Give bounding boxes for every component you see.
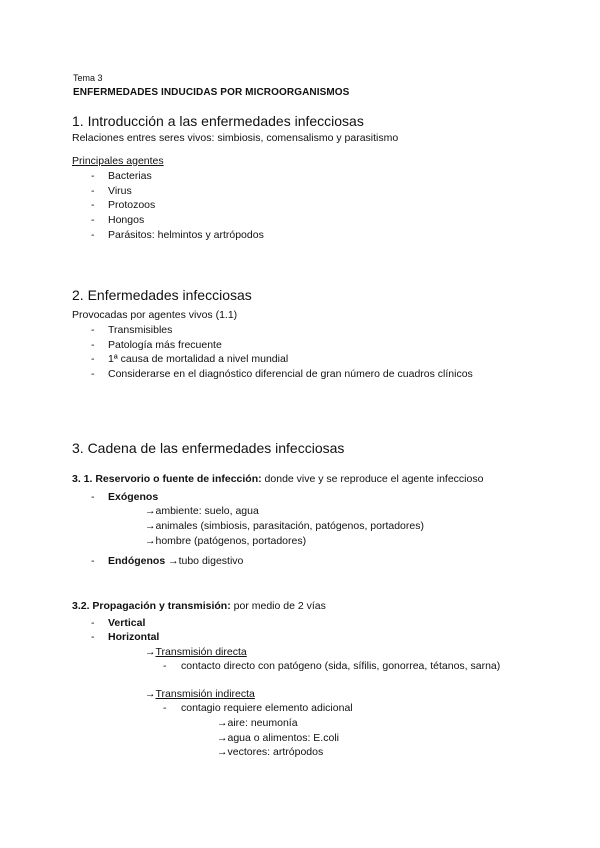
transmision-directa	[145, 646, 247, 658]
bullet-dash: -	[91, 631, 95, 643]
list-item: Transmisibles	[108, 324, 173, 336]
subsection-3-1	[72, 473, 483, 485]
tema-label: Tema 3	[73, 73, 103, 83]
indirecta-sub-item: →vectores: artrópodos	[217, 746, 324, 758]
endogenos-label: Endógenos	[108, 555, 166, 567]
subsection-3-2	[72, 600, 326, 612]
list-item: Virus	[108, 185, 132, 197]
section-2-heading: 2. Enfermedades infecciosas	[72, 287, 252, 303]
bullet-dash: -	[91, 170, 95, 182]
bullet-dash: -	[91, 214, 95, 226]
vertical-label: Vertical	[108, 617, 146, 629]
section-1-heading: 1. Introducción a las enfermedades infecciosas	[72, 113, 364, 129]
bullet-dash: -	[91, 229, 95, 241]
bullet-dash: -	[91, 353, 95, 365]
section-2-intro: Provocadas por agentes vivos (1.1)	[72, 309, 238, 321]
exogenos-item: →ambiente: suelo, agua	[145, 505, 259, 517]
bullet-dash: -	[91, 339, 95, 351]
exogenos-item: →hombre (patógenos, portadores)	[145, 535, 307, 547]
list-item: Considerarse en el diagnóstico diferencial de gran número de cuadros clínicos	[108, 368, 473, 380]
bullet-dash: -	[91, 368, 95, 380]
arrow: →	[145, 688, 156, 700]
list-item: 1ª causa de mortalidad a nivel mundial	[108, 353, 289, 365]
bullet-dash: -	[91, 617, 95, 629]
directa-item: contacto directo con patógeno (sida, sífilis, gonorrea, tétanos, sarna)	[181, 660, 501, 672]
transmision-indirecta-label: Transmisión indirecta	[155, 688, 255, 700]
subsection-3-2-label: 3.2. Propagación y transmisión:	[72, 600, 231, 612]
list-item: Protozoos	[108, 199, 156, 211]
list-item: Patología más frecuente	[108, 339, 222, 351]
exogenos-item: →animales (simbiosis, parasitación, patógenos, portadores)	[145, 520, 424, 532]
arrow: →	[145, 646, 156, 658]
section-3-heading: 3. Cadena de las enfermedades infecciosas	[72, 440, 345, 456]
bullet-dash: -	[91, 324, 95, 336]
exogenos-label: Exógenos	[108, 491, 159, 503]
bullet-dash: -	[91, 199, 95, 211]
indirecta-sub-item: →aire: neumonía	[217, 717, 298, 729]
endogenos-text: →tubo digestivo	[165, 555, 244, 567]
indirecta-item: contagio requiere elemento adicional	[181, 702, 353, 714]
section-1-subheading: Principales agentes	[72, 155, 164, 167]
bullet-dash: -	[91, 185, 95, 197]
bullet-dash: -	[163, 660, 167, 672]
list-item: Hongos	[108, 214, 145, 226]
list-item: Bacterias	[108, 170, 152, 182]
bullet-dash: -	[91, 555, 95, 567]
horizontal-label: Horizontal	[108, 631, 160, 643]
subsection-3-1-label: 3. 1. Reservorio o fuente de infección:	[72, 473, 262, 485]
endogenos-line	[108, 555, 243, 567]
bullet-dash: -	[163, 702, 167, 714]
indirecta-sub-item: →agua o alimentos: E.coli	[217, 732, 339, 744]
bullet-dash: -	[91, 491, 95, 503]
transmision-directa-label: Transmisión directa	[155, 646, 247, 658]
subsection-3-2-text: por medio de 2 vías	[230, 600, 326, 612]
subsection-3-1-text: donde vive y se reproduce el agente infeccioso	[261, 473, 484, 485]
list-item: Parásitos: helmintos y artrópodos	[108, 229, 264, 241]
section-1-intro: Relaciones entres seres vivos: simbiosis, comensalismo y parasitismo	[72, 132, 399, 144]
transmision-indirecta	[145, 688, 255, 700]
document-title: ENFERMEDADES INDUCIDAS POR MICROORGANISMOS	[73, 87, 350, 98]
